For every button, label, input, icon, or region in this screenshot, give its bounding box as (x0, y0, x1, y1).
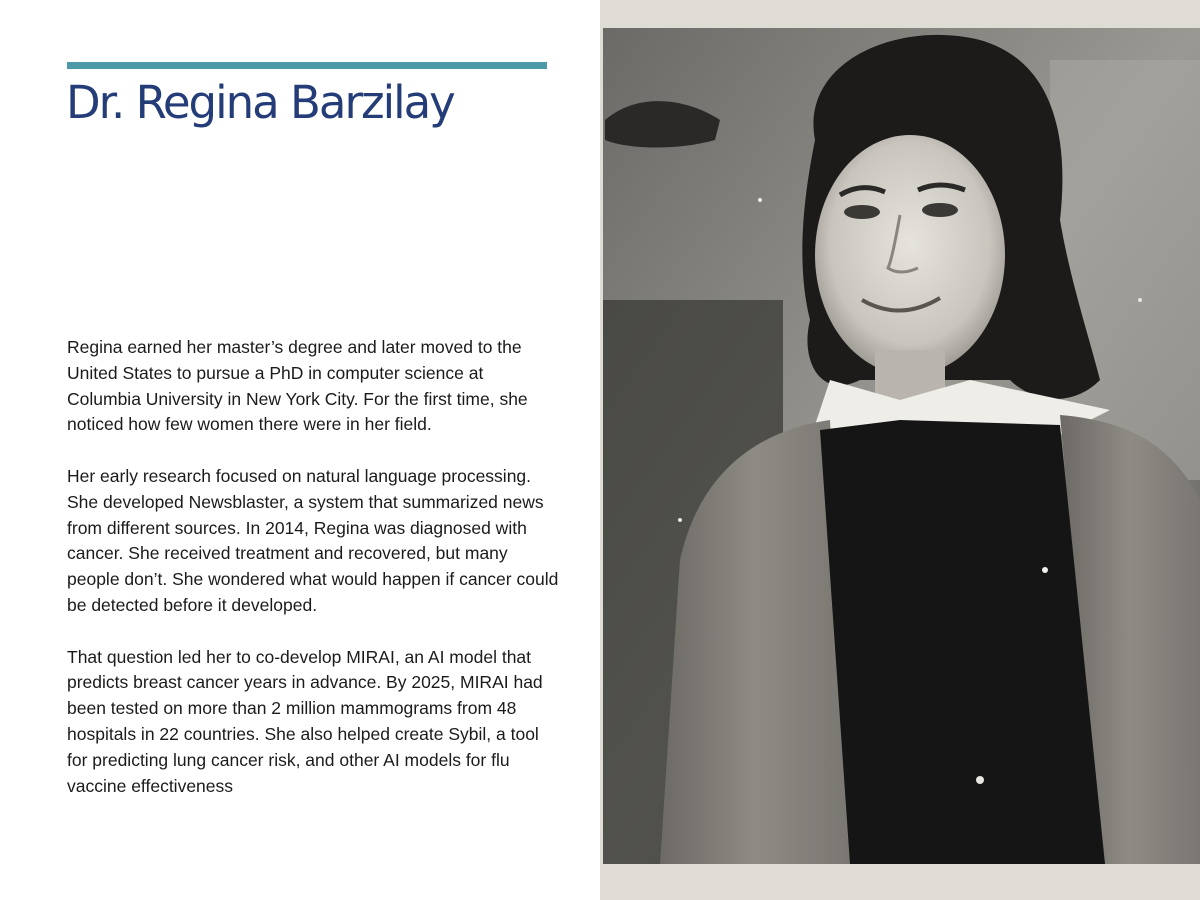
bio-paragraph-2: Her early research focused on natural language processing. She developed Newsblaster, a system that summarized news from different sources. In 2014, Regina was diagnosed with cancer. She received treatment and recovered, but many people don’t. She wondered what would happen if cancer could be detected before it developed. (67, 465, 559, 615)
bio-paragraph-1: Regina earned her master’s degree and later moved to the United States to pursue a PhD in computer science at Columbia University in New York City. For the first time, she noticed how few women there were in her field. (67, 337, 528, 435)
portrait-photo-image (600, 0, 1200, 900)
portrait-photo (600, 0, 1200, 900)
accent-bar (67, 62, 547, 69)
bio-paragraph-3: That question led her to co-develop MIRAI, an AI model that predicts breast cancer years in advance. By 2025, MIRAI had been tested on more than 2 million mammograms from 48 hospitals in 22 countries. She also helped create Sybil, a tool for predicting lung cancer risk, and other AI models for flu vaccine effectiveness (67, 646, 543, 796)
page-title: Dr. Regina Barzilay (66, 76, 454, 129)
biography (67, 335, 562, 825)
